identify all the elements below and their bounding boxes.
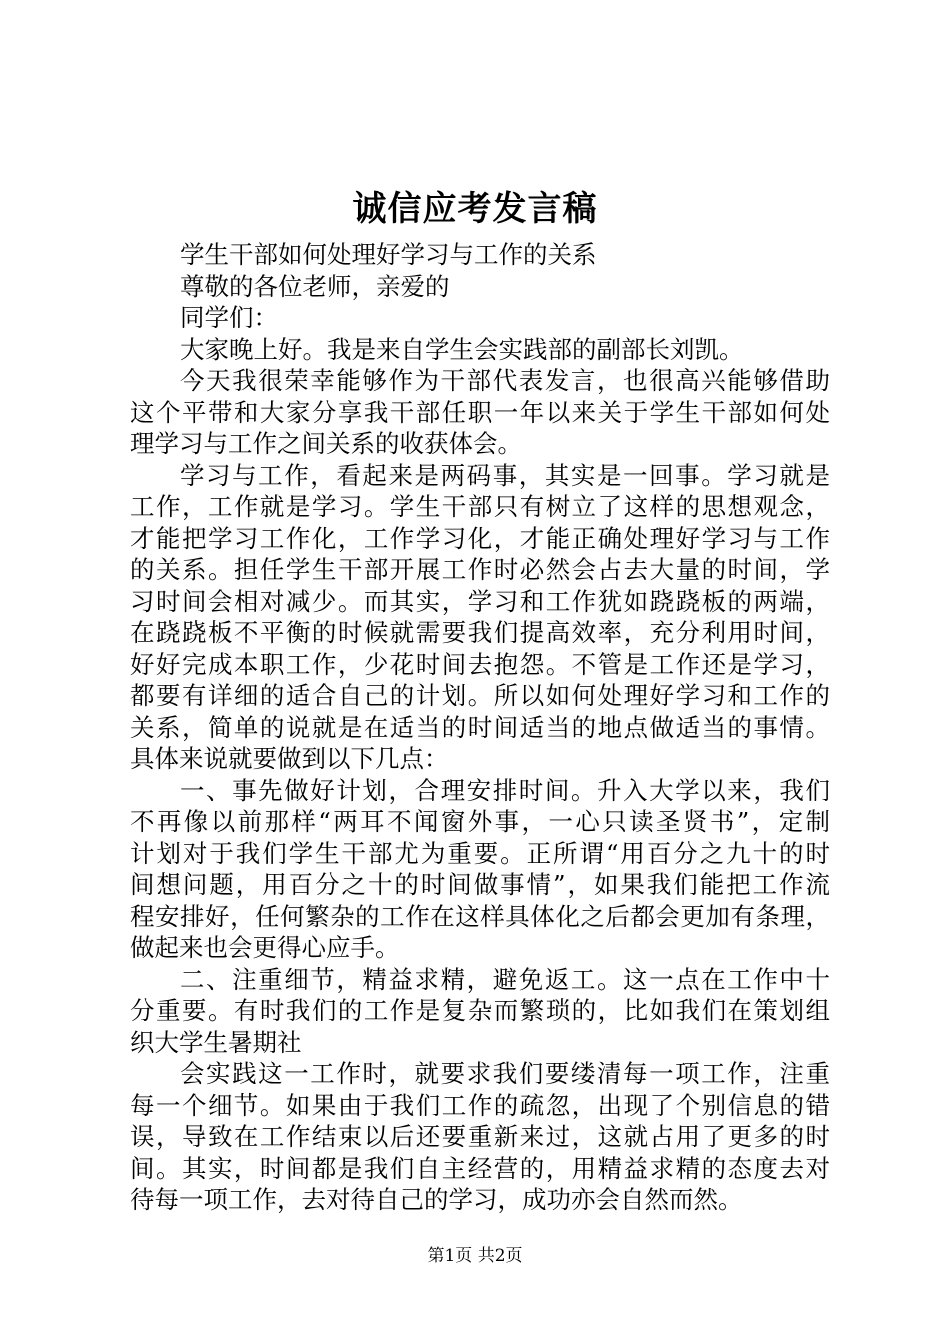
body-line: 都要有详细的适合自己的计划。所以如何处理好学习和工作的: [130, 681, 830, 710]
body-line: 才能把学习工作化，工作学习化，才能正确处理好学习与工作: [130, 523, 830, 553]
body-line: 二、注重细节，精益求精，避免返工。这一点在工作中十: [180, 964, 830, 994]
body-line: 做起来也会更得心应手。: [130, 933, 400, 962]
body-line: 一、事先做好计划，合理安排时间。升入大学以来，我们: [180, 775, 830, 805]
body-line: 尊敬的各位老师，亲爱的: [180, 271, 450, 301]
body-line: 会实践这一工作时，就要求我们要缕清每一项工作，注重: [180, 1059, 830, 1088]
body-line: 间。其实，时间都是我们自主经营的，用精益求精的态度去对: [130, 1153, 830, 1183]
body-line: 误，导致在工作结束以后还要重新来过，这就占用了更多的时: [130, 1122, 830, 1151]
body-line: 程安排好，任何繁杂的工作在这样具体化之后都会更加有条理，: [130, 901, 830, 931]
body-line: 好好完成本职工作，少花时间去抱怨。不管是工作还是学习，: [130, 649, 830, 679]
body-line: 不再像以前那样“两耳不闻窗外事，一心只读圣贤书”，定制: [130, 807, 830, 836]
body-line: 具体来说就要做到以下几点：: [130, 744, 449, 773]
body-line: 大家晚上好。我是来自学生会实践部的副部长刘凯。: [180, 334, 744, 364]
body-line: 理学习与工作之间关系的收获体会。: [130, 429, 522, 458]
body-line: 计划对于我们学生干部尤为重要。正所谓“用百分之九十的时: [130, 838, 830, 868]
document-title: 诚信应考发言稿: [352, 189, 598, 229]
body-line: 学习与工作，看起来是两码事，其实是一回事。学习就是: [180, 460, 830, 490]
body-line: 织大学生暑期社: [130, 1027, 302, 1057]
body-line: 同学们：: [180, 303, 278, 332]
document-body: [130, 239, 830, 1216]
body-line: 的关系。担任学生干部开展工作时必然会占去大量的时间，学: [130, 555, 830, 584]
body-line: 分重要。有时我们的工作是复杂而繁琐的，比如我们在策划组: [130, 996, 830, 1025]
body-line: 工作，工作就是学习。学生干部只有树立了这样的思想观念，: [130, 492, 830, 521]
body-line: 今天我很荣幸能够作为干部代表发言，也很高兴能够借助: [180, 366, 830, 395]
body-line: 在跷跷板不平衡的时候就需要我们提高效率，充分利用时间，: [130, 618, 830, 647]
body-line: 每一个细节。如果由于我们工作的疏忽，出现了个别信息的错: [130, 1090, 830, 1120]
body-line: 间想问题，用百分之十的时间做事情”，如果我们能把工作流: [130, 870, 830, 899]
body-line: 这个平带和大家分享我干部任职一年以来关于学生干部如何处: [130, 397, 830, 427]
body-line: 学生干部如何处理好学习与工作的关系: [180, 240, 597, 269]
body-line: 待每一项工作，去对待自己的学习，成功亦会自然而然。: [130, 1185, 743, 1214]
body-line: 习时间会相对减少。而其实，学习和工作犹如跷跷板的两端，: [130, 586, 830, 616]
body-line: 关系，简单的说就是在适当的时间适当的地点做适当的事情。: [130, 712, 830, 742]
page-footer: 第1页 共2页: [427, 1246, 523, 1266]
